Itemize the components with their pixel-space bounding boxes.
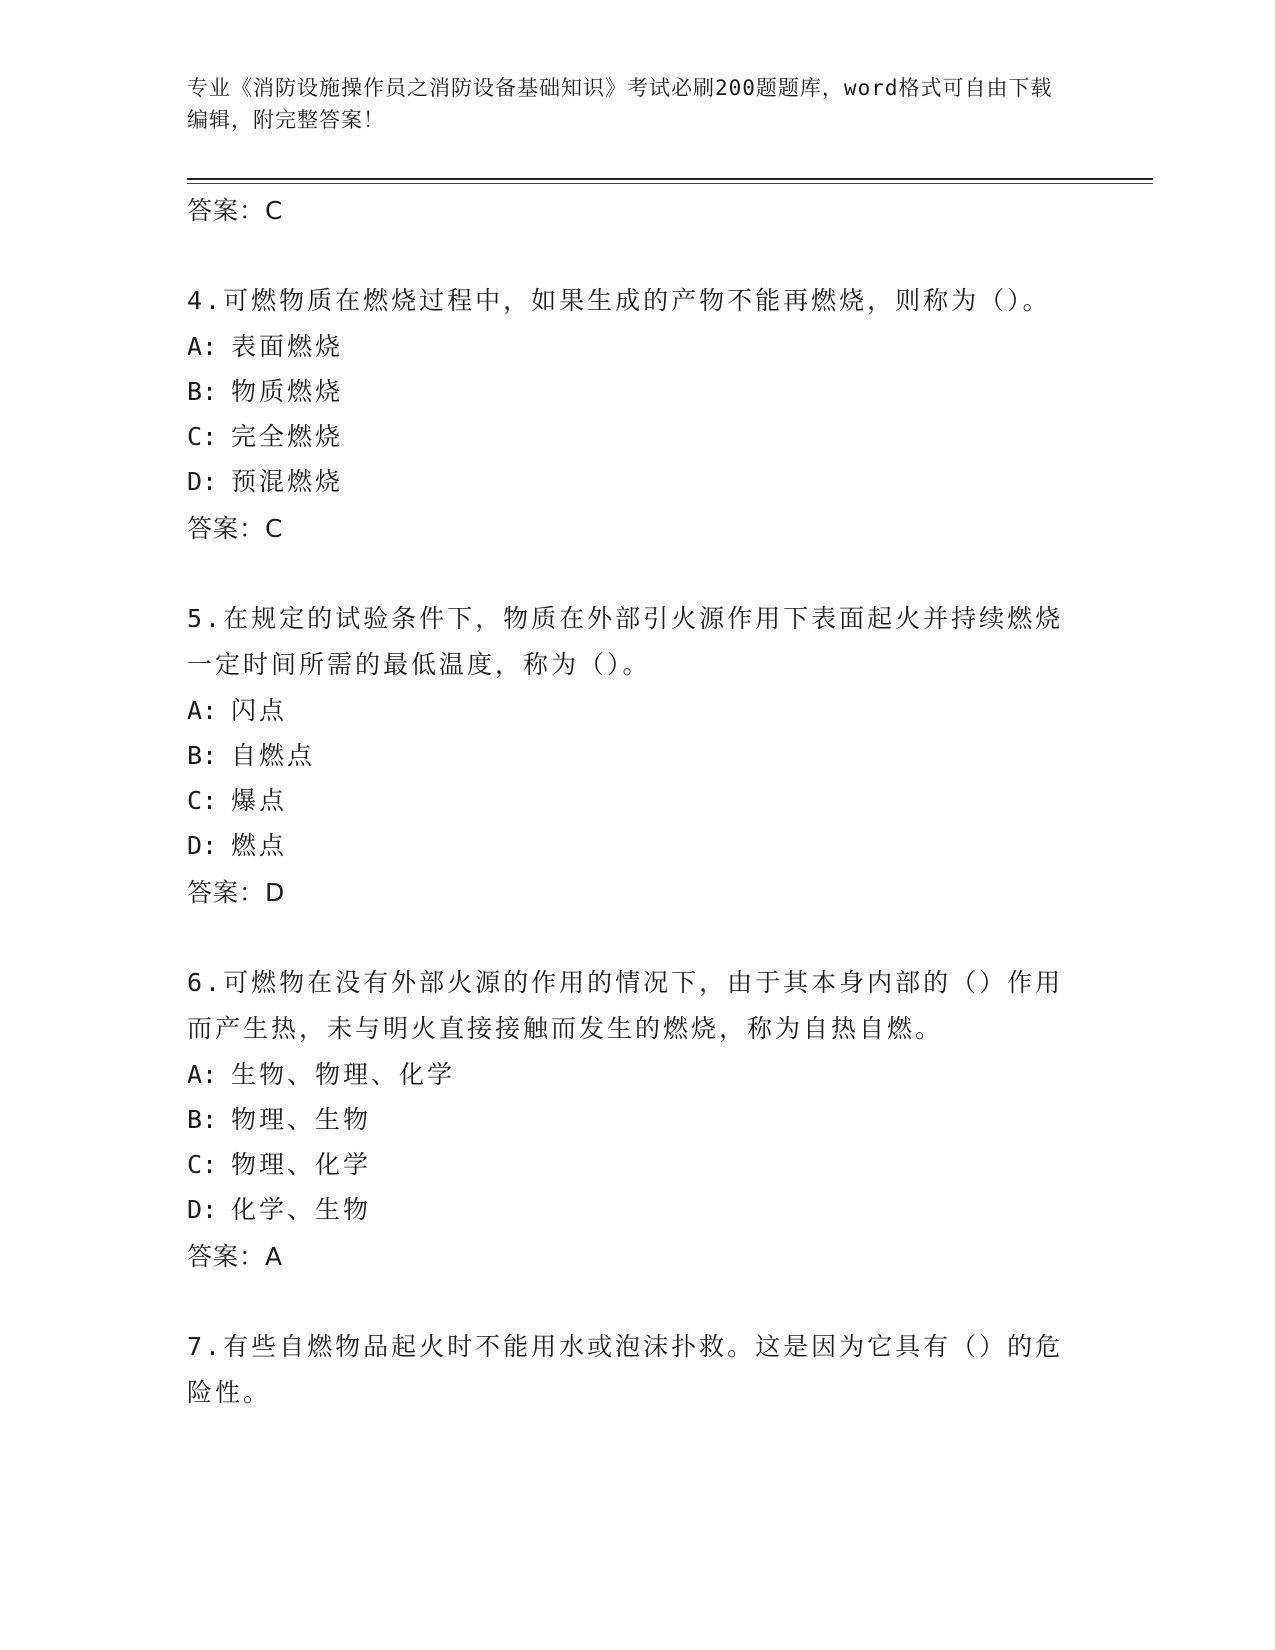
document-header: 专业《消防设施操作员之消防设备基础知识》考试必刷200题题库，word格式可自由下载编辑，附完整答案！ <box>187 76 1053 132</box>
option-text: 物质燃烧 <box>231 377 344 406</box>
option-key: D: <box>187 467 218 496</box>
option-d <box>187 459 1067 504</box>
option-b <box>187 1097 1067 1142</box>
option-b <box>187 733 1067 778</box>
option-text: 完全燃烧 <box>231 422 344 451</box>
option-key: D: <box>187 1195 218 1224</box>
question-block <box>187 1324 1067 1416</box>
header-rule-thin <box>187 183 1153 184</box>
option-text: 爆点 <box>231 786 288 815</box>
option-a <box>187 1052 1067 1097</box>
option-text: 表面燃烧 <box>231 332 344 361</box>
option-key: B: <box>187 1105 218 1134</box>
option-text: 生物、物理、化学 <box>231 1060 456 1089</box>
option-a <box>187 688 1067 733</box>
option-key: D: <box>187 831 218 860</box>
option-text: 物理、生物 <box>231 1105 372 1134</box>
option-key: A: <box>187 1060 218 1089</box>
option-text: 自燃点 <box>231 741 316 770</box>
answer-line: 答案：D <box>187 878 286 907</box>
option-b <box>187 369 1067 414</box>
question-block <box>187 596 1067 912</box>
question-block <box>187 278 1067 548</box>
option-key: B: <box>187 377 218 406</box>
option-key: A: <box>187 696 218 725</box>
option-d <box>187 1187 1067 1232</box>
option-key: B: <box>187 741 218 770</box>
question-text: 4.可燃物质在燃烧过程中，如果生成的产物不能再燃烧，则称为（）。 <box>187 286 1051 315</box>
option-key: C: <box>187 786 218 815</box>
option-text: 燃点 <box>231 831 288 860</box>
question-block <box>187 960 1067 1276</box>
option-c <box>187 414 1067 459</box>
option-text: 预混燃烧 <box>231 467 344 496</box>
question-text: 6.可燃物在没有外部火源的作用的情况下，由于其本身内部的（）作用而产生热，未与明火直接接触而发生的燃烧，称为自热自燃。 <box>187 968 1064 1043</box>
question-list <box>187 192 1067 1416</box>
header-rule-thick <box>187 178 1153 180</box>
question-text: 5.在规定的试验条件下，物质在外部引火源作用下表面起火并持续燃烧一定时间所需的最低温度，称为（）。 <box>187 604 1064 679</box>
option-key: C: <box>187 1150 218 1179</box>
question-text: 7.有些自燃物品起火时不能用水或泡沫扑救。这是因为它具有（）的危险性。 <box>187 1332 1064 1407</box>
option-text: 闪点 <box>231 696 288 725</box>
option-key: A: <box>187 332 218 361</box>
option-c <box>187 778 1067 823</box>
option-text: 物理、化学 <box>231 1150 372 1179</box>
answer-line: 答案：C <box>187 196 284 225</box>
option-key: C: <box>187 422 218 451</box>
answer-line: 答案：C <box>187 514 284 543</box>
option-a <box>187 324 1067 369</box>
option-c <box>187 1142 1067 1187</box>
answer-line: 答案：A <box>187 1242 284 1271</box>
option-text: 化学、生物 <box>231 1195 372 1224</box>
option-d <box>187 823 1067 868</box>
